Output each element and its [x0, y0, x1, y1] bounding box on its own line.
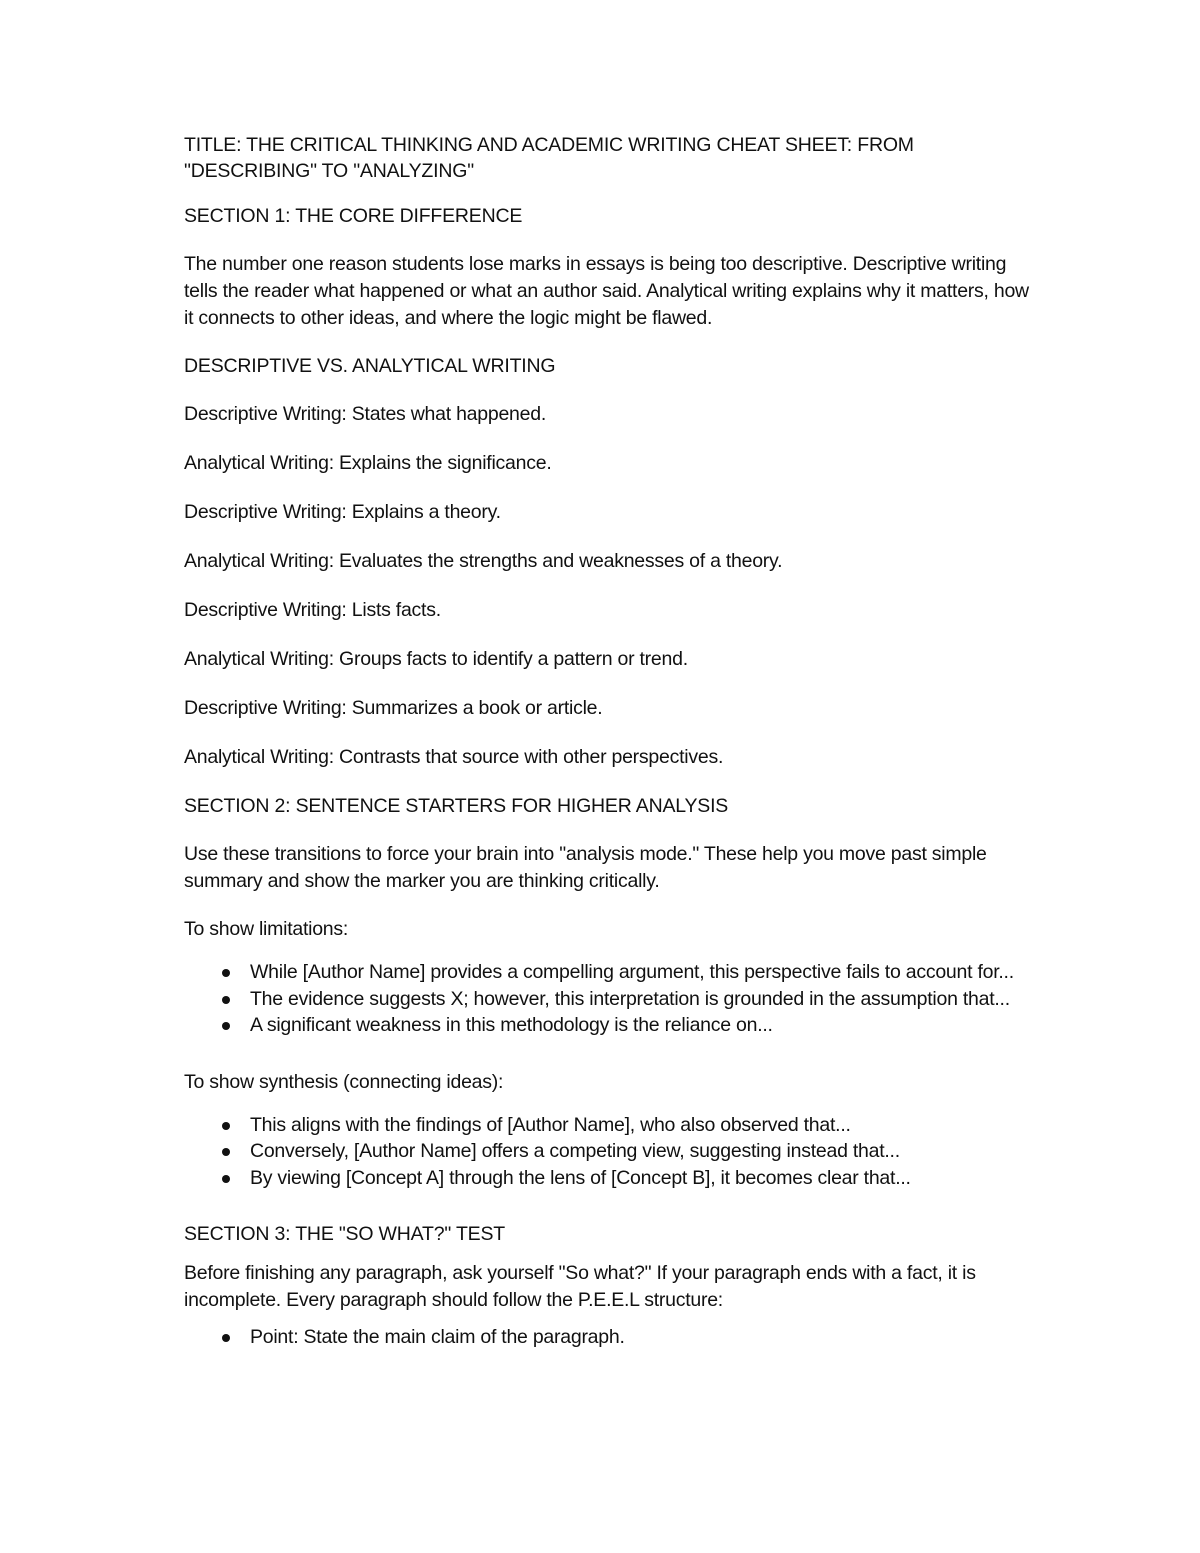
comparison-item: Descriptive Writing: States what happened. [184, 403, 546, 425]
section-1-intro: The number one reason students lose marks in essays is being too descriptive. Descriptive writing tells the reader what happened or what an author said. Analytical writing explains why it matters, how it connects to other ideas, and where the logic might be flawed. [184, 253, 1029, 329]
section-3-heading: SECTION 3: THE "SO WHAT?" TEST [184, 1223, 505, 1245]
synthesis-list [184, 1112, 1034, 1192]
comparison-item: Analytical Writing: Contrasts that source with other perspectives. [184, 746, 724, 768]
list-item-text: Point: State the main claim of the paragraph. [250, 1326, 625, 1348]
limitations-label: To show limitations: [184, 918, 349, 940]
list-item-text: Conversely, [Author Name] offers a competing view, suggesting instead that... [250, 1140, 900, 1162]
peel-list [184, 1324, 1034, 1351]
comparison-item: Analytical Writing: Evaluates the strengths and weaknesses of a theory. [184, 550, 783, 572]
document-title: TITLE: THE CRITICAL THINKING AND ACADEMIC WRITING CHEAT SHEET: FROM "DESCRIBING" TO "ANALYZING" [184, 134, 914, 182]
list-item-text: A significant weakness in this methodology is the reliance on... [250, 1014, 773, 1036]
section-2-intro: Use these transitions to force your brain into "analysis mode." These help you move past simple summary and show the marker you are thinking critically. [184, 843, 987, 892]
list-item-text: This aligns with the findings of [Author Name], who also observed that... [250, 1113, 851, 1136]
list-item [184, 1112, 1034, 1139]
comparison-item: Analytical Writing: Explains the significance. [184, 452, 552, 474]
section-3-intro: Before finishing any paragraph, ask yourself "So what?" If your paragraph ends with a fact, it is incomplete. Every paragraph should follow the P.E.E.L structure: [184, 1262, 976, 1311]
bullet-icon [222, 1175, 230, 1183]
document-page [184, 132, 1034, 1381]
list-item-text: The evidence suggests X; however, this interpretation is grounded in the assumption that... [250, 987, 1010, 1010]
list-item [184, 1138, 1034, 1165]
bullet-icon [222, 969, 230, 977]
list-item [184, 1324, 1034, 1351]
list-item-text: While [Author Name] provides a compelling argument, this perspective fails to account for... [250, 961, 1014, 983]
bullet-icon [222, 1122, 230, 1130]
bullet-icon [222, 996, 230, 1004]
list-item [184, 1012, 1034, 1039]
comparison-subheading: DESCRIPTIVE VS. ANALYTICAL WRITING [184, 355, 556, 377]
list-item [184, 1165, 1034, 1192]
synthesis-label: To show synthesis (connecting ideas): [184, 1070, 504, 1093]
comparison-item: Descriptive Writing: Summarizes a book or article. [184, 697, 603, 719]
section-2-heading: SECTION 2: SENTENCE STARTERS FOR HIGHER ANALYSIS [184, 795, 729, 817]
list-item [184, 959, 1034, 986]
bullet-icon [222, 1334, 230, 1342]
comparison-item: Descriptive Writing: Lists facts. [184, 599, 441, 621]
section-1-heading: SECTION 1: THE CORE DIFFERENCE [184, 205, 523, 227]
comparison-item: Analytical Writing: Groups facts to identify a pattern or trend. [184, 648, 688, 670]
limitations-list [184, 959, 1034, 1039]
list-item-text: By viewing [Concept A] through the lens of [Concept B], it becomes clear that... [250, 1166, 911, 1189]
bullet-icon [222, 1148, 230, 1156]
list-item [184, 986, 1034, 1013]
bullet-icon [222, 1022, 230, 1030]
comparison-item: Descriptive Writing: Explains a theory. [184, 501, 501, 523]
